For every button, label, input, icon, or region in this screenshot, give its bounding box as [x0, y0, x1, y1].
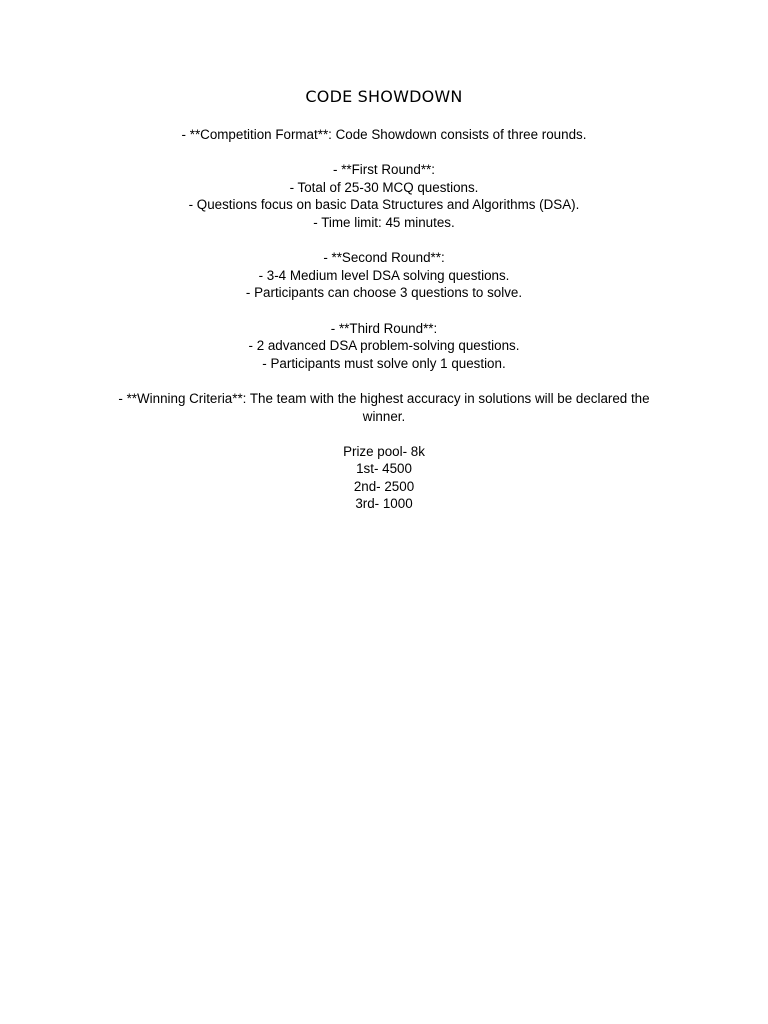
third-round-item: - Participants must solve only 1 question.	[262, 355, 506, 371]
spacer	[98, 144, 670, 162]
spacer	[98, 302, 670, 320]
prize-second-line: 2nd- 2500	[353, 478, 415, 494]
spacer	[98, 232, 670, 250]
prize-pool-line: Prize pool- 8k	[343, 443, 425, 459]
second-round-item: - 3-4 Medium level DSA solving questions.	[258, 267, 510, 283]
prize-first-line: 1st- 4500	[356, 461, 412, 477]
first-round-item: - Time limit: 45 minutes.	[313, 214, 455, 230]
spacer	[98, 372, 670, 390]
first-round-heading: - **First Round**:	[333, 162, 435, 178]
first-round-item: - Questions focus on basic Data Structures and Algorithms (DSA).	[188, 197, 580, 213]
second-round-heading: - **Second Round**:	[323, 250, 445, 266]
winning-criteria-line: - **Winning Criteria**: The team with the highest accuracy in solutions will be declared the winner.	[118, 390, 650, 424]
competition-format-line: - **Competition Format**: Code Showdown consists of three rounds.	[181, 127, 587, 142]
third-round-item: - 2 advanced DSA problem-solving questions.	[248, 338, 520, 354]
prize-third-line: 3rd- 1000	[355, 496, 413, 512]
first-round-item: - Total of 25-30 MCQ questions.	[289, 179, 479, 195]
spacer	[98, 425, 670, 443]
document-title: CODE SHOWDOWN	[305, 87, 463, 106]
third-round-heading: - **Third Round**:	[330, 320, 438, 336]
second-round-item: - Participants can choose 3 questions to solve.	[245, 285, 523, 301]
document-body	[98, 126, 670, 513]
